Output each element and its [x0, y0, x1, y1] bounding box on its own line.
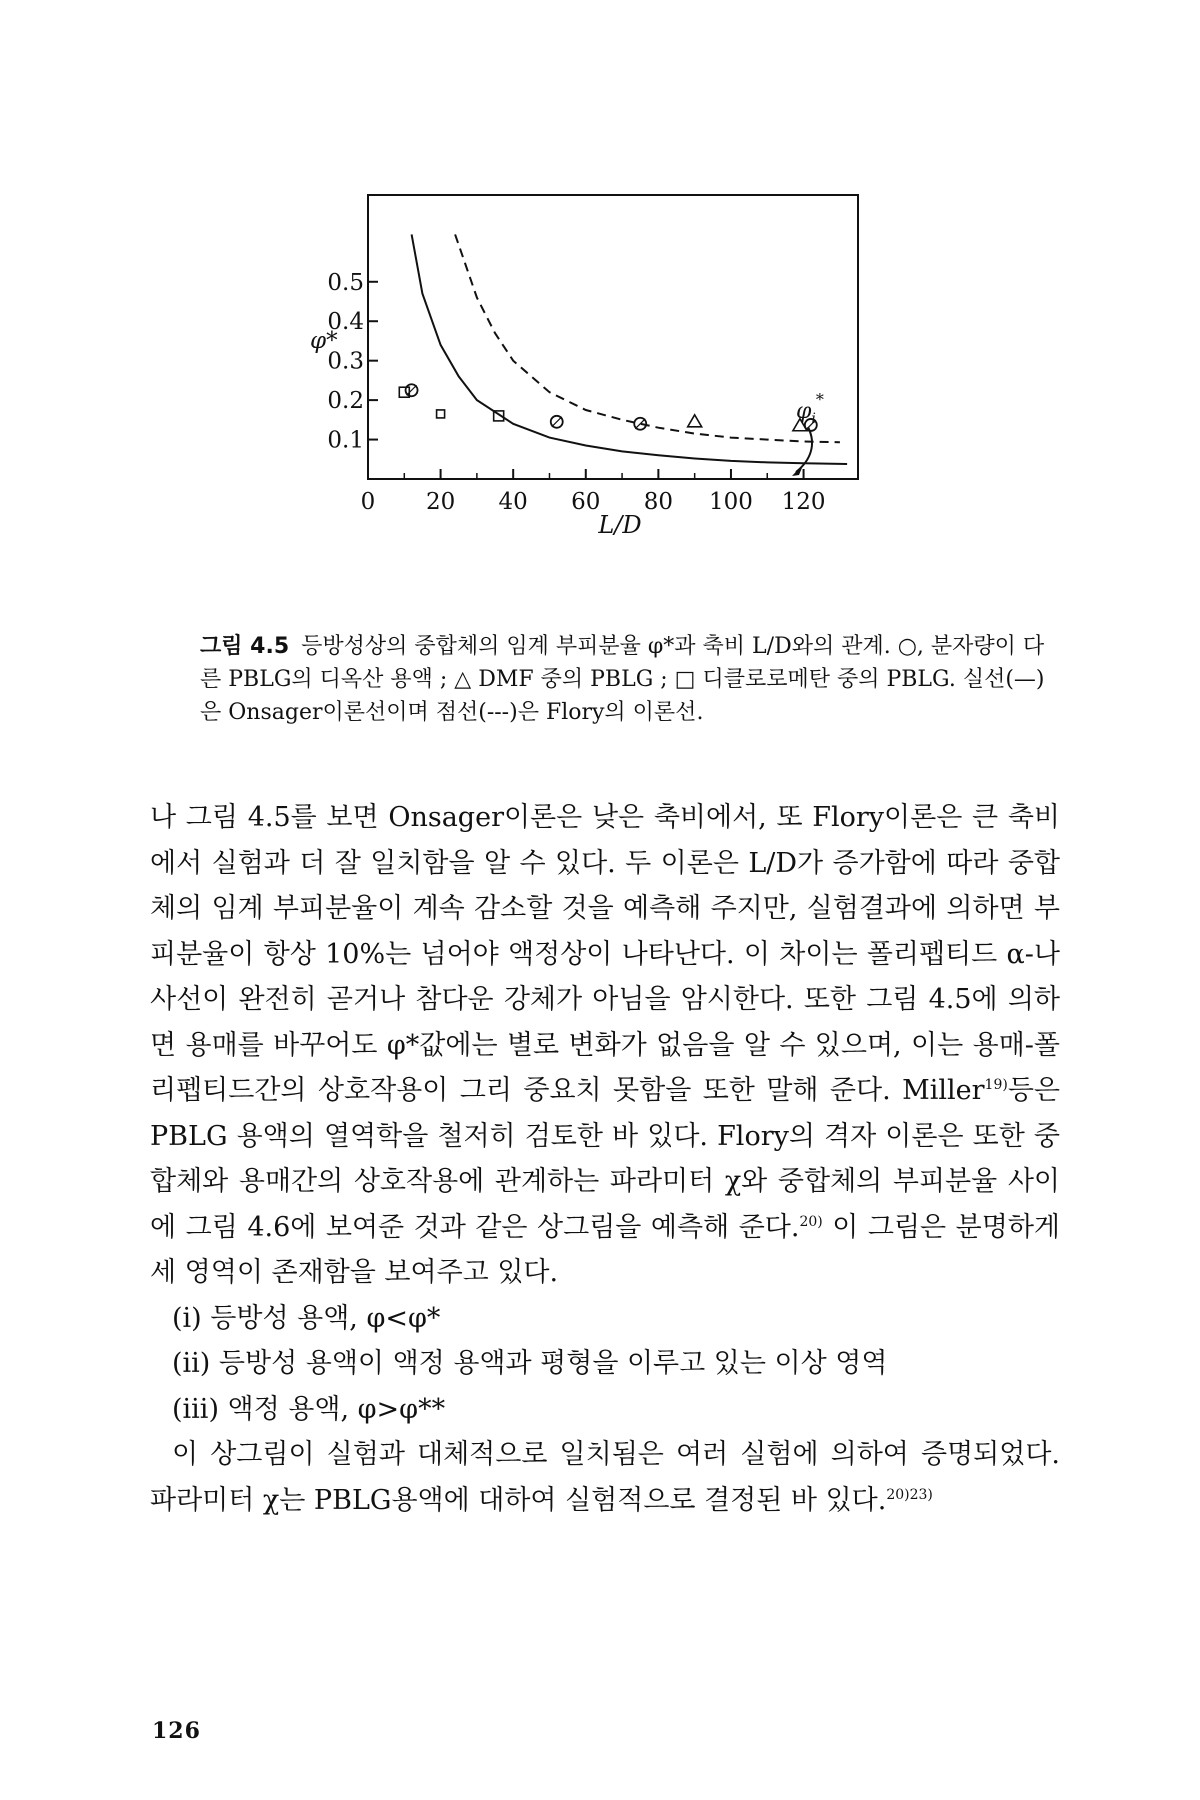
x-tick-label: 100 [709, 489, 753, 515]
phi-i-arrow [796, 427, 812, 472]
plot-frame [368, 195, 858, 479]
list-item: (i) 등방성 용액, φ<φ* [172, 1302, 441, 1334]
y-tick-label: 0.4 [327, 309, 364, 336]
x-axis-label: L/D [598, 511, 642, 539]
x-tick-label: 0 [360, 489, 376, 515]
figure-caption [200, 630, 1060, 729]
x-tick-label: 80 [643, 489, 674, 515]
y-axis-label: φ* [310, 328, 338, 354]
flory-curve [455, 234, 840, 442]
x-tick-label: 120 [781, 489, 826, 515]
caption-lead: 그림 4.5 [200, 634, 290, 659]
circle-marker-slash [552, 417, 562, 427]
square-marker [437, 410, 445, 418]
onsager-curve [412, 234, 847, 464]
x-tick-label: 20 [425, 489, 456, 515]
triangle-marker [688, 415, 702, 427]
theory-curves [412, 234, 847, 464]
phi-i-arrowhead [792, 463, 804, 476]
y-tick-label: 0.1 [327, 427, 364, 454]
list-item: (ii) 등방성 용액이 액정 용액과 평형을 이루고 있는 이상 영역 [172, 1348, 888, 1379]
page-number: 126 [152, 1718, 201, 1744]
y-tick-label: 0.2 [327, 388, 364, 415]
x-axis-ticks [361, 469, 826, 515]
x-tick-label: 40 [498, 489, 528, 515]
paragraph: 이 상그림이 실험과 대체적으로 일치됨은 여러 실험에 의하여 증명되었다. 파라미터 χ는 PBLG용액에 대하여 실험적으로 결정된 바 있다.$^{20)23)}$ [150, 1439, 1060, 1516]
list-item: (iii) 액정 용액, φ>φ** [172, 1393, 446, 1425]
paragraph: 나 그림 4.5를 보면 Onsager이론은 낮은 축비에서, 또 Flory이론은 큰 축비에서 실험과 더 잘 일치함을 알 수 있다. 두 이론은 L/D가 증가함에 따라 중합체의 임계 부피분율이 계속 감소할 것을 예측해 주지만, 실험결과에 의하면 부피분율이 항상 10%는 넘어야 액정상이 나타난다. 이 차이는 폴리펩티드 α-나사선이 완전히 곧거나 참다운 강체가 아님을 암시한다. 또한 그림 4.5에 의하면 용매를 바꾸어도 φ*값에는 별로 변화가 없음을 알 수 있으며, 이는 용매-폴리펩티드간의 상호작용이 그리 중요치 못함을 또한 말해 준다. Miller$^{19)}$등은 PBLG 용액의 열역학을 철저히 검토한 바 있다. Flory의 격자 이론은 또한 중합체와 용매간의 상호작용에 관계하는 파라미터 χ와 중합체의 부피분율 사이에 그림 4.6에 보여준 것과 같은 상그림을 예측해 준다.$^{20)}$ 이 그림은 분명하게 세 영역이 존재함을 보여주고 있다. [150, 802, 1060, 1288]
caption-text: 등방성상의 중합체의 임계 부피분율 φ*과 축비 L/D와의 관계. ○, 분자량이 다른 PBLG의 디옥산 용액 ; △ DMF 중의 PBLG ; □ 디클로로메탄 중의 PBLG. 실선(—)은 Onsager이론선이며 점선(---)은 Flory의 이론선. [200, 634, 1045, 725]
body-text [150, 795, 1060, 1523]
svg-text:φi*: $\varphi_i^*$ [796, 390, 824, 427]
x-tick-label: 60 [571, 489, 601, 515]
data-markers [399, 384, 817, 431]
y-tick-label: 0.5 [327, 269, 364, 296]
y-tick-label: 0.3 [327, 348, 364, 375]
phase-figure [310, 195, 920, 615]
y-axis-ticks [327, 270, 378, 454]
